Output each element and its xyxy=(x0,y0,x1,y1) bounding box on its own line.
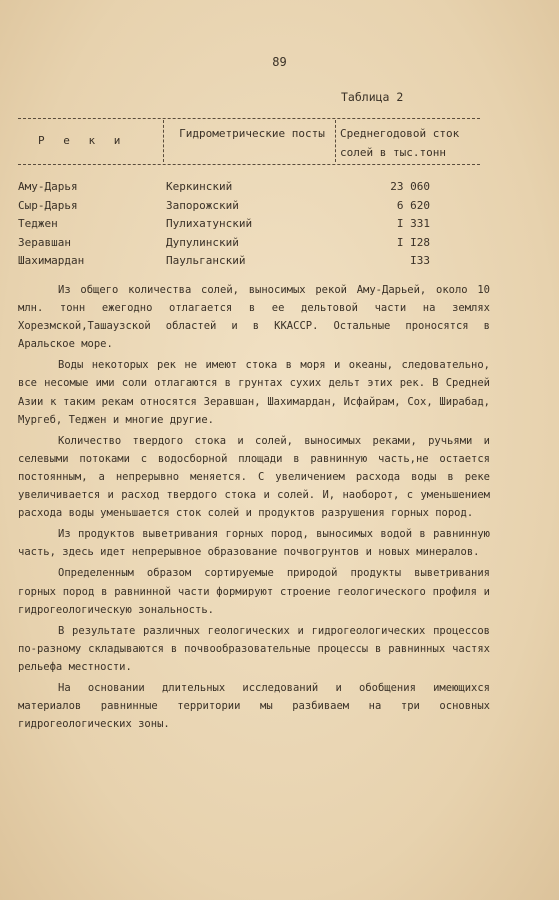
table-row xyxy=(18,178,448,197)
salt-runoff-value: I33 xyxy=(410,254,430,267)
gauging-post: Запорожский xyxy=(166,198,239,212)
table-header-posts: Гидрометрические посты xyxy=(179,127,325,140)
body-text xyxy=(18,281,490,736)
table-header-rule xyxy=(18,164,480,165)
table-column-separator xyxy=(335,120,336,162)
paragraph: На основании длительных исследований и обобщения имеющихся материалов равнинные территории мы разбиваем на три основных гидрогеологических зоны. xyxy=(18,681,490,731)
paragraph: Определенным образом сортируемые природой продукты выветривания горных пород в равнинной части формируют строение геологического профиля и гидрогеологическую зональность. xyxy=(18,567,490,616)
river-name: Зеравшан xyxy=(18,235,71,249)
salt-runoff-value: I I28 xyxy=(396,235,430,249)
river-name: Аму-Дарья xyxy=(18,180,78,193)
table-row xyxy=(18,197,448,216)
salt-runoff-value: 6 620 xyxy=(396,198,430,212)
table-caption: Таблица 2 xyxy=(341,90,404,104)
river-name: Шахимардан xyxy=(18,254,85,267)
page-number: 89 xyxy=(272,55,287,69)
table-top-rule xyxy=(18,118,480,119)
river-name: Теджен xyxy=(18,217,58,230)
gauging-post: Керкинский xyxy=(166,180,233,193)
river-name: Сыр-Дарья xyxy=(18,198,78,212)
paragraph: Из продуктов выветривания горных пород, выносимых водой в равнинную часть, здесь идет непрерывное образование почвогрунтов и новых минералов. xyxy=(18,528,490,559)
table-header-rivers: Р е к и xyxy=(38,134,127,147)
gauging-post: Дупулинский xyxy=(166,235,239,249)
paragraph: Из общего количества солей, выносимых рекой Аму-Дарьей, около 10 млн. тонн ежегодно отлагается в ее дельтовой части на землях Хорезмской,Ташаузской областей и в ККАССР. Остальные проносятся в Аральское море. xyxy=(18,284,490,351)
table-row xyxy=(18,215,448,234)
salt-runoff-value: 23 060 xyxy=(390,180,430,193)
salt-runoff-value: I 331 xyxy=(396,217,430,230)
table-row xyxy=(18,252,448,271)
paragraph: В результате различных геологических и гидрогеологических процессов по-разному складываются в почвообразовательные процессы в равнинных частях рельефа местности. xyxy=(18,624,490,673)
gauging-post: Паульганский xyxy=(166,254,246,267)
gauging-post: Пулихатунский xyxy=(166,217,253,230)
paragraph: Количество твердого стока и солей, выносимых реками, ручьями и селевыми потоками с водосборной площади в равнинную часть,не остается постоянным, а непрерывно меняется. С увеличением расхода воды в реке увеличивается и расход твердого стока и солей. И, наоборот, с уменьшением расхода воды уменьшается сток солей и продуктов разрушения горных пород. xyxy=(18,434,490,520)
paragraph: Воды некоторых рек не имеют стока в моря и океаны, следовательно, все несомые ими соли отлагаются в грунтах сухих дельт этих рек. В Средней Азии к таким рекам относятся Зеравшан, Шахимардан, Исфайрам, Сох, Ширабад, Мургеб, Теджен и многие другие. xyxy=(18,359,490,426)
table-header-salt-runoff: Среднегодовой сток солей в тыс.тонн xyxy=(340,127,460,159)
table-row xyxy=(18,234,448,253)
table-body xyxy=(18,178,448,271)
table-column-separator xyxy=(163,120,164,162)
